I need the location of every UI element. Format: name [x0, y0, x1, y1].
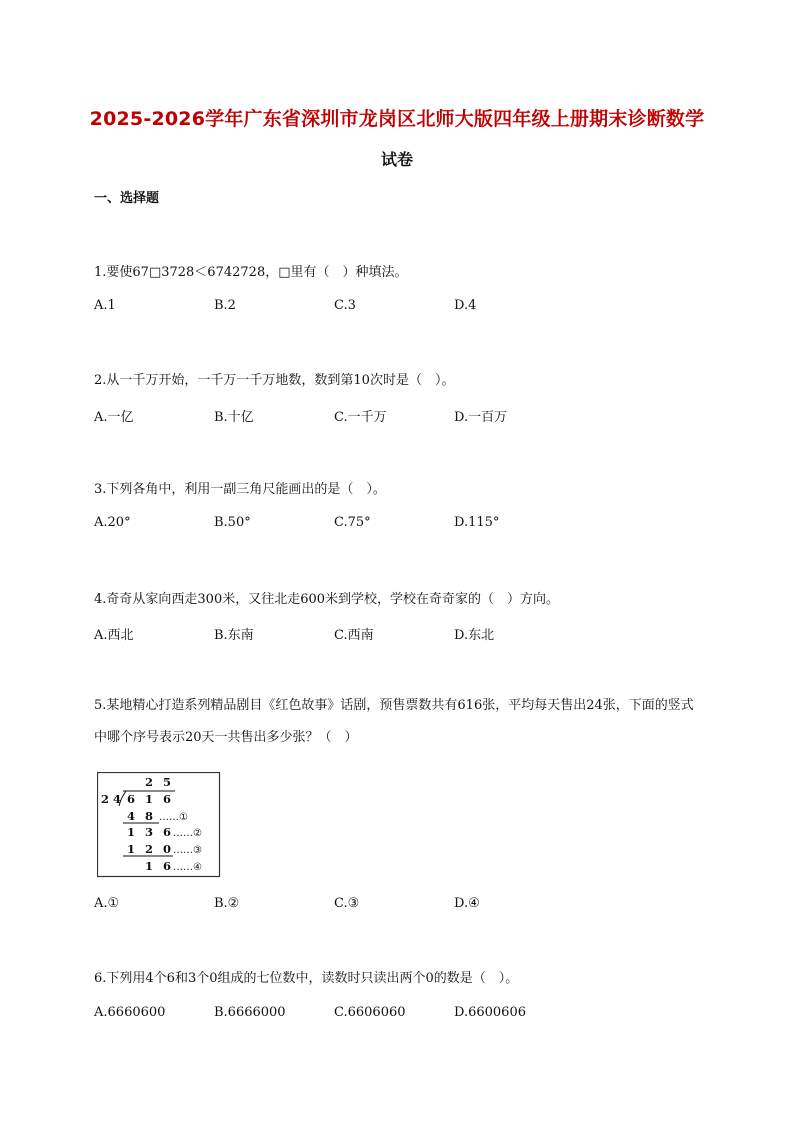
figure-border: [98, 773, 220, 877]
document-title-line-2: 试卷: [380, 150, 413, 169]
question-6-option-a[interactable]: A.6660600: [94, 1005, 166, 1020]
question-2-stem: 2.从一千万开始，一千万一千万地数，数到第10次时是（ ）。: [94, 373, 455, 388]
dividend-digit-3: 6: [163, 792, 172, 806]
question-1-stem: 1.要使67□3728＜6742728，□里有（ ）种填法。: [94, 265, 408, 280]
quotient-digit-ones: 5: [163, 775, 172, 789]
question-6-option-c[interactable]: C.6606060: [334, 1005, 406, 1020]
document-title-line-1: 2025-2026学年广东省深圳市龙岗区北师大版四年级上册期末诊断数学: [89, 108, 705, 130]
dividend-digit-1: 6: [127, 792, 136, 806]
marker-2: ……②: [173, 828, 202, 839]
question-4-option-d[interactable]: D.东北: [454, 628, 495, 643]
step-3-digit-3: 0: [163, 842, 172, 856]
question-4-option-a[interactable]: A.西北: [94, 628, 134, 643]
question-6-option-d[interactable]: D.6600606: [454, 1005, 526, 1020]
question-1-option-d[interactable]: D.4: [454, 298, 477, 313]
question-3-option-a[interactable]: A.20°: [94, 515, 131, 530]
question-1-option-a[interactable]: A.1: [94, 298, 116, 313]
long-division-figure: [97, 772, 221, 878]
question-3-stem: 3.下列各角中，利用一副三角尺能画出的是（ ）。: [94, 482, 386, 497]
step-2-digit-1: 1: [127, 825, 136, 839]
divisor: 2 4: [101, 792, 122, 806]
question-2-option-c[interactable]: C.一千万: [334, 410, 387, 425]
question-5-option-a[interactable]: A.①: [94, 896, 120, 911]
step-1-digit-2: 8: [145, 809, 154, 823]
step-1-digit-1: 4: [127, 809, 136, 823]
question-6-stem: 6.下列用4个6和3个0组成的七位数中，读数时只读出两个0的数是（ ）。: [94, 971, 519, 986]
marker-1: ……①: [159, 812, 188, 823]
remainder-digit-1: 1: [145, 859, 154, 873]
section-heading: 一、选择题: [94, 191, 160, 206]
question-3-option-b[interactable]: B.50°: [214, 515, 251, 530]
question-5-option-c[interactable]: C.③: [334, 896, 360, 911]
question-4-option-c[interactable]: C.西南: [334, 628, 374, 643]
question-3-option-c[interactable]: C.75°: [334, 515, 371, 530]
step-3-digit-2: 2: [145, 842, 154, 856]
question-5-option-d[interactable]: D.④: [454, 896, 480, 911]
question-2-option-d[interactable]: D.一百万: [454, 410, 508, 425]
step-3-digit-1: 1: [127, 842, 136, 856]
step-2-digit-2: 3: [145, 825, 154, 839]
marker-4: ……④: [173, 862, 202, 873]
question-5-stem: 5.某地精心打造系列精品剧目《红色故事》话剧，预售票数共有616张，平均每天售出24张，下面的竖式中哪个序号表示20天一共售出多少张？（ ）: [94, 698, 694, 745]
question-2-option-b[interactable]: B.十亿: [214, 410, 254, 425]
question-4-option-b[interactable]: B.东南: [214, 628, 254, 643]
quotient-digit-tens: 2: [145, 775, 154, 789]
question-4-stem: 4.奇奇从家向西走300米，又往北走600米到学校，学校在奇奇家的（ ）方向。: [94, 592, 560, 607]
question-5-option-b[interactable]: B.②: [214, 896, 240, 911]
question-1-option-b[interactable]: B.2: [214, 298, 236, 313]
question-6-option-b[interactable]: B.6666000: [214, 1005, 286, 1020]
question-1-option-c[interactable]: C.3: [334, 298, 356, 313]
step-2-digit-3: 6: [163, 825, 172, 839]
dividend-digit-2: 1: [145, 792, 154, 806]
question-3-option-d[interactable]: D.115°: [454, 515, 500, 530]
question-2-option-a[interactable]: A.一亿: [94, 410, 134, 425]
remainder-digit-2: 6: [163, 859, 172, 873]
marker-3: ……③: [173, 845, 202, 856]
